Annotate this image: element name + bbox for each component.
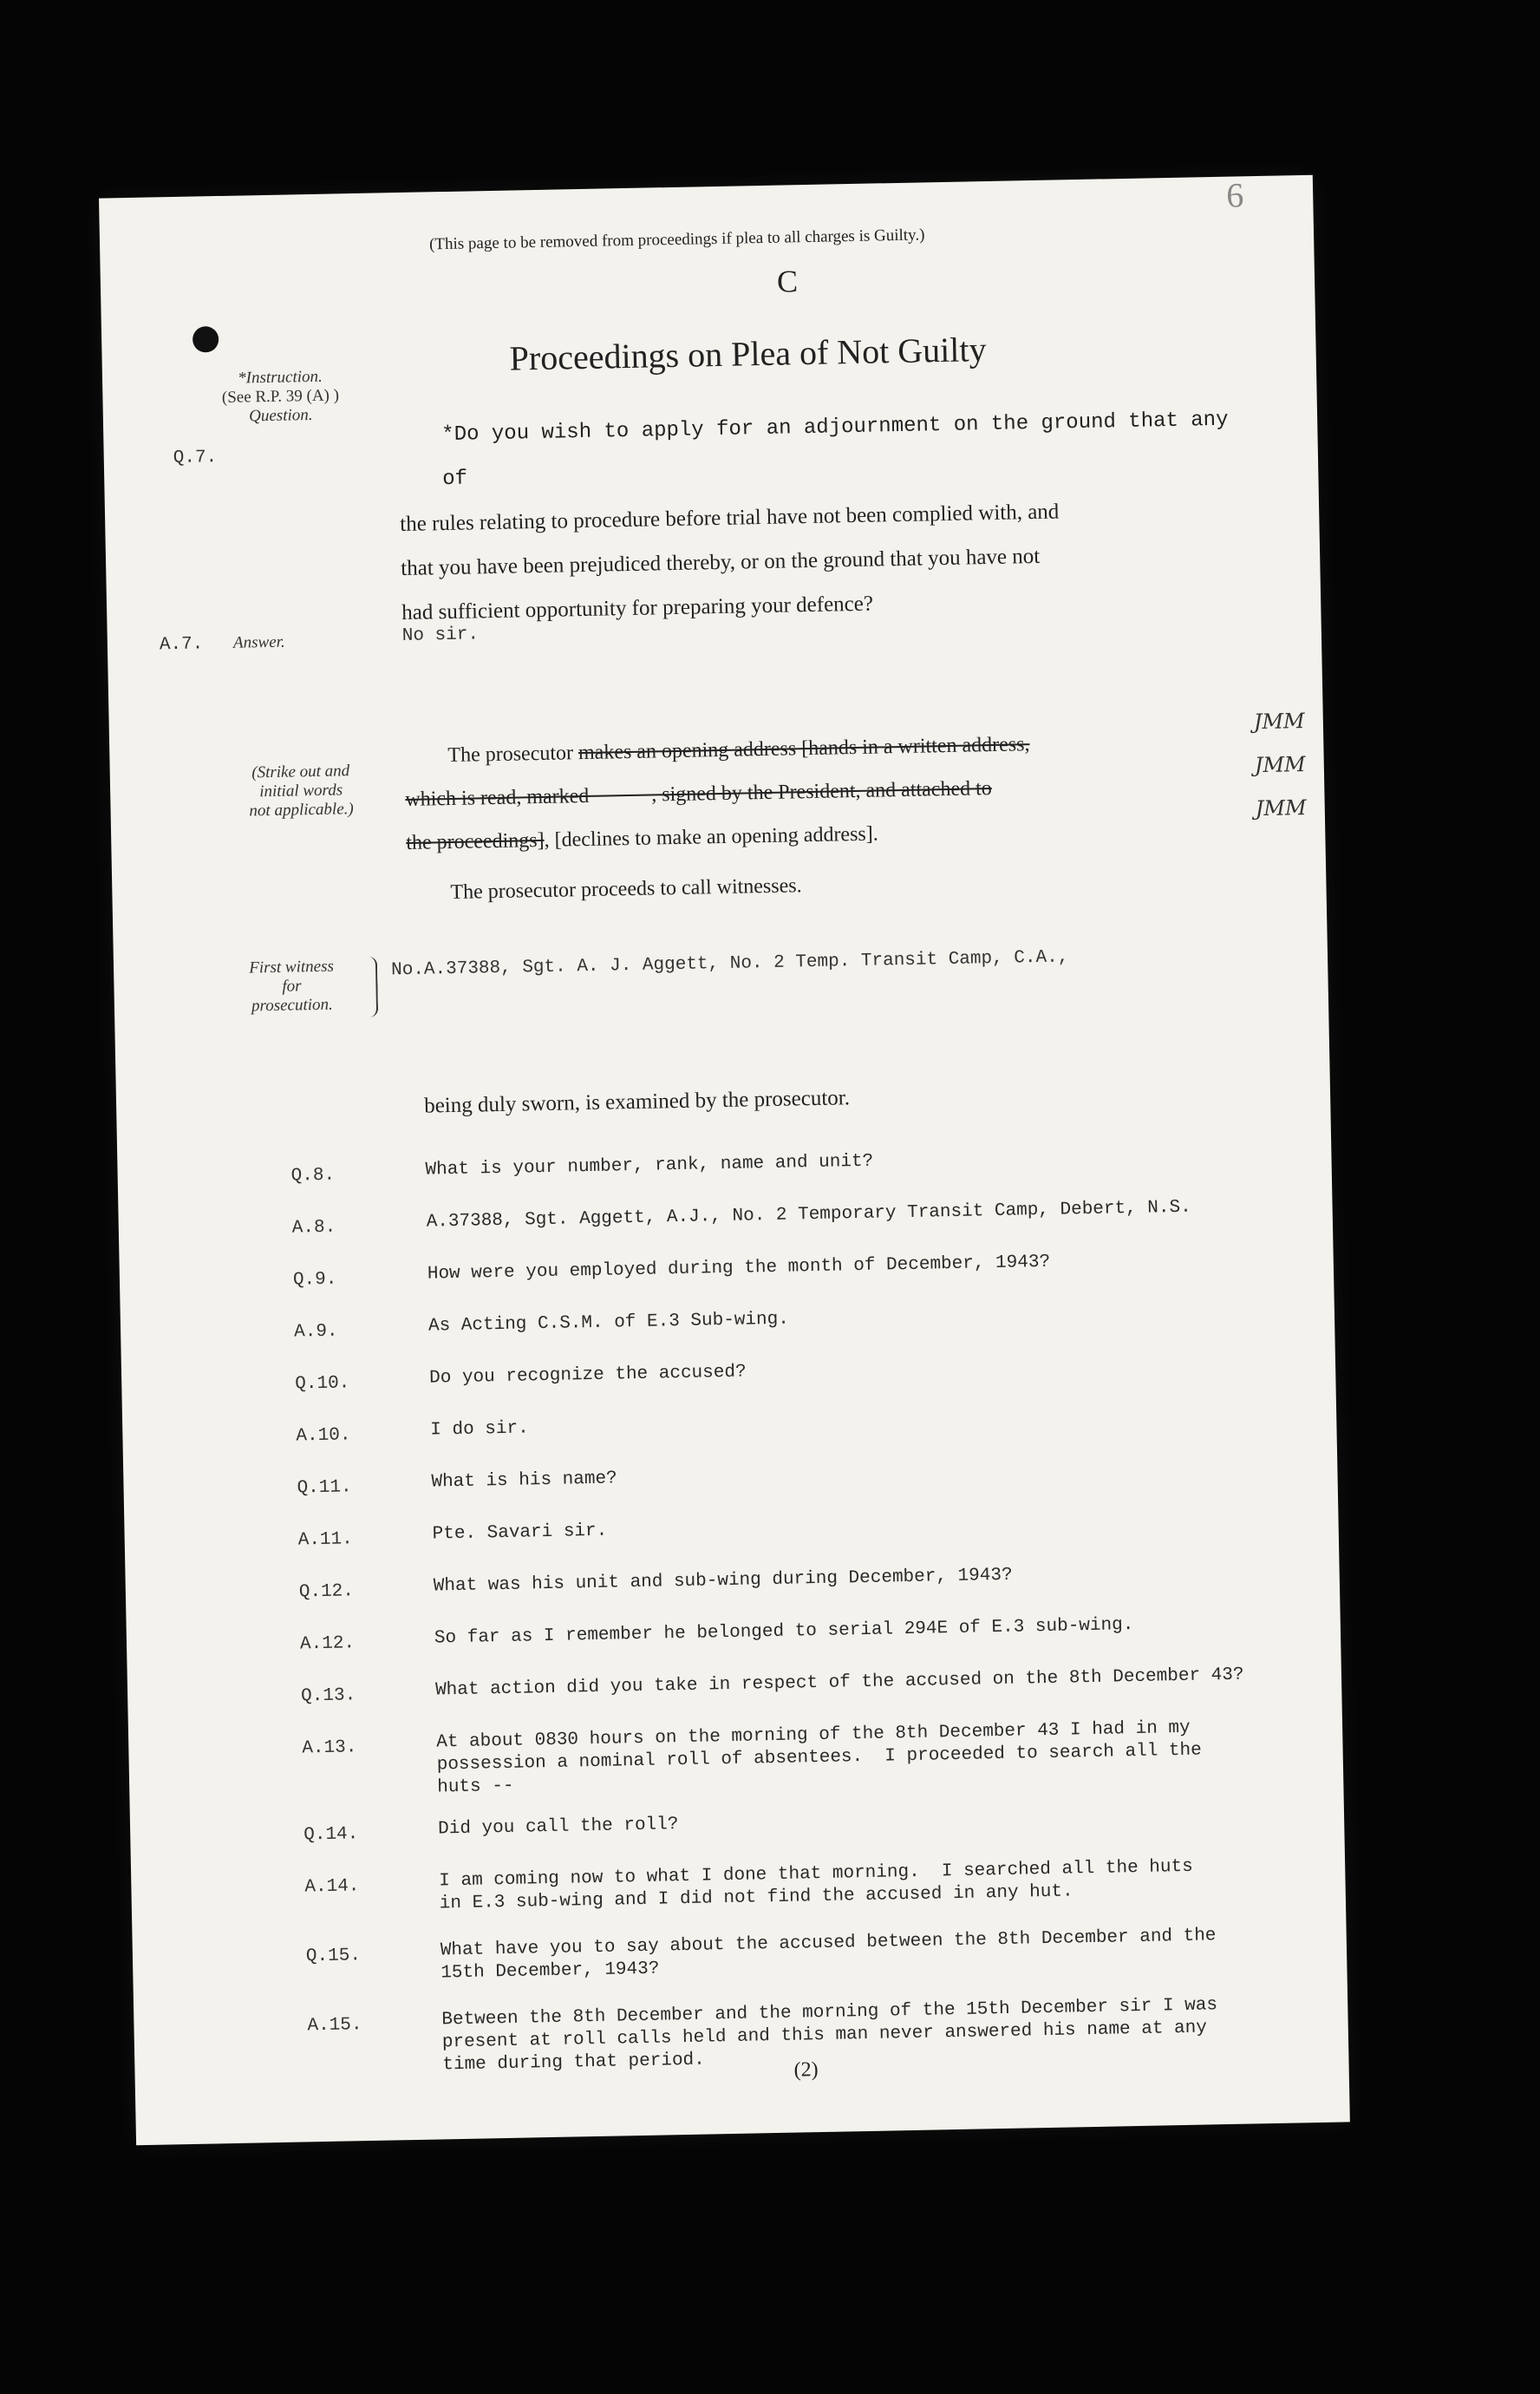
qa-label: A.8. xyxy=(291,1217,336,1239)
qa-text: Did you call the roll? xyxy=(437,1815,679,1840)
strike-out-line: (Strike out and xyxy=(251,762,350,782)
qa-text: What is his name? xyxy=(431,1468,617,1493)
qa-label: A.9. xyxy=(293,1321,338,1343)
witness-note xyxy=(226,957,357,1017)
calls-witnesses: The prosecutor proceeds to call witnesses. xyxy=(450,874,802,905)
prosecutor-line-rest: , [declines to make an opening address]. xyxy=(544,822,878,852)
qa-label: Q.8. xyxy=(290,1165,336,1187)
qa-label: Q.15. xyxy=(305,1946,362,1967)
removal-note: (This page to be removed from proceedings if plea to all charges is Guilty.) xyxy=(428,226,925,254)
instruction-ref-line: (See R.P. 39 (A) ) xyxy=(221,386,340,407)
qa-label: Q.13. xyxy=(300,1685,356,1707)
qa-label: A.15. xyxy=(307,2015,362,2037)
qa-label: A.12. xyxy=(299,1633,356,1655)
a7-answer: No sir. xyxy=(401,625,480,647)
a7-label: A.7. xyxy=(159,634,204,656)
qa-text: What is your number, rank, name and unit? xyxy=(425,1151,874,1181)
qa-label: A.10. xyxy=(296,1425,351,1447)
qa-label: A.14. xyxy=(304,1876,360,1898)
qa-text: I do sir. xyxy=(430,1418,529,1441)
page-number: (2) xyxy=(793,2058,819,2082)
a7-answer-note: Answer. xyxy=(232,632,285,652)
initials-mark: JMM xyxy=(1255,795,1307,821)
prosecutor-line-start: The prosecutor xyxy=(447,742,579,768)
qa-text: Between the 8th December and the morning of the 15th December sir I was present at roll calls held and this man never answered his name at any time during that period. xyxy=(441,1995,1218,2076)
struck-text: makes an opening address [hands in a written address, xyxy=(578,733,1030,765)
qa-text: What have you to say about the accused between the 8th December and the 15th December, 1943? xyxy=(440,1926,1217,1984)
witness-brace xyxy=(367,957,378,1017)
page-title: Proceedings on Plea of Not Guilty xyxy=(509,330,987,378)
witness-note-line: for xyxy=(282,977,302,996)
qa-label: A.11. xyxy=(297,1529,353,1551)
strike-out-note xyxy=(206,761,397,821)
qa-text: What action did you take in respect of the accused on the 8th December 43? xyxy=(434,1665,1244,1701)
page-corner-number: 6 xyxy=(1225,175,1244,215)
qa-text: Do you recognize the accused? xyxy=(428,1362,747,1389)
q7-line: that you have been prejudiced thereby, or on the ground that you have not xyxy=(401,544,1041,581)
qa-text: How were you employed during the month of December, 1943? xyxy=(427,1252,1051,1285)
qa-label: Q.14. xyxy=(303,1824,359,1846)
q7-question xyxy=(398,397,1269,635)
qa-text: So far as I remember he belonged to serial 294E of E.3 sub-wing. xyxy=(434,1615,1134,1649)
witness-note-line: prosecution. xyxy=(251,995,333,1016)
initials-mark: JMM xyxy=(1254,752,1306,778)
qa-text: A.37388, Sgt. Aggett, A.J., No. 2 Temporary Transit Camp, Debert, N.S. xyxy=(426,1197,1191,1233)
prosecutor-address-block xyxy=(404,717,1292,915)
qa-label: Q.9. xyxy=(292,1269,337,1291)
q7-line: *Do you wish to apply for an adjournment on the ground that any of xyxy=(441,408,1229,492)
instruction-question-line: Question. xyxy=(248,405,313,426)
document-page xyxy=(99,175,1350,2145)
strike-out-line: initial words xyxy=(259,781,343,801)
punch-hole-dot xyxy=(192,326,219,353)
q7-line: the rules relating to procedure before trial have not been complied with, and xyxy=(400,500,1060,537)
qa-text: As Acting C.S.M. of E.3 Sub-wing. xyxy=(427,1309,790,1337)
witness-sworn: being duly sworn, is examined by the prosecutor. xyxy=(423,1086,851,1118)
witness-name: No.A.37388, Sgt. A. J. Aggett, No. 2 Temp. Transit Camp, C.A., xyxy=(390,947,1069,981)
qa-text: Pte. Savari sir. xyxy=(432,1521,608,1545)
qa-text: I am coming now to what I done that morning. I searched all the huts in E.3 sub-wing and I did not find the accused in any hut. xyxy=(439,1856,1193,1914)
qa-label: Q.11. xyxy=(297,1477,352,1499)
qa-label: A.13. xyxy=(302,1737,357,1759)
initials-mark: JMM xyxy=(1253,709,1305,735)
qa-label: Q.12. xyxy=(298,1581,355,1603)
qa-text: What was his unit and sub-wing during December, 1943? xyxy=(433,1565,1013,1597)
witness-note-line: First witness xyxy=(249,957,335,978)
instruction-note xyxy=(185,367,376,428)
struck-text: the proceedings] xyxy=(406,828,545,854)
section-letter: C xyxy=(776,264,799,299)
qa-label: Q.10. xyxy=(295,1373,350,1395)
q7-label: Q.7. xyxy=(173,448,218,469)
struck-text: which is read, marked , signed by the President, and attached to xyxy=(405,777,993,811)
qa-text: At about 0830 hours on the morning of the 8th December 43 I had in my possession a nominal roll of absentees. I proceeded to search all the huts -- xyxy=(436,1717,1202,1798)
q7-line: had sufficient opportunity for preparing your defence? xyxy=(401,592,874,625)
instruction-note-line: *Instruction. xyxy=(237,367,323,388)
strike-out-line: not applicable.) xyxy=(249,800,354,821)
